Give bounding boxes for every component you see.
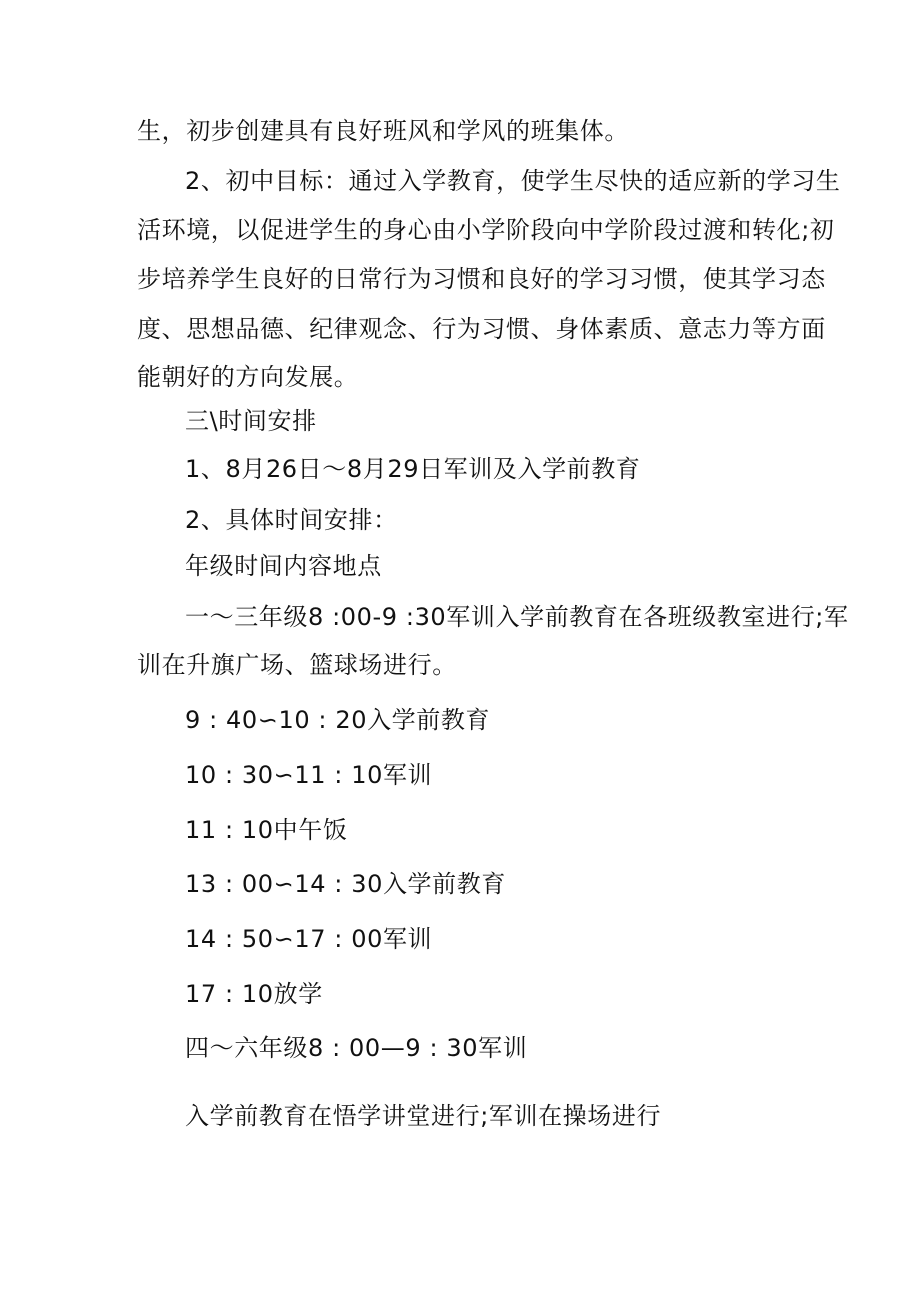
section-heading: 三\时间安排 [185,407,317,435]
schedule-line: 训在升旗广场、篮球场进行。 [137,651,457,679]
text-line: 2、初中目标：通过入学教育，使学生尽快的适应新的学习生 [185,167,841,195]
schedule-header: 年级时间内容地点 [185,552,382,580]
text-line: 步培养学生良好的日常行为习惯和良好的学习习惯，使其学习态 [137,265,826,293]
schedule-line: 11 : 10中午饭 [185,816,348,844]
schedule-line: 13 : 00∽14 : 30入学前教育 [185,870,506,898]
text-line: 度、思想品德、纪律观念、行为习惯、身体素质、意志力等方面 [137,315,826,343]
text-line: 1、8月26日～8月29日军训及入学前教育 [185,455,641,483]
text-line: 能朝好的方向发展。 [137,363,359,391]
text-line: 活环境，以促进学生的身心由小学阶段向中学阶段过渡和转化;初 [137,216,835,244]
schedule-line: 14 : 50∽17 : 00军训 [185,925,433,953]
text-line: 2、具体时间安排： [185,506,398,534]
text-line: 生，初步创建具有良好班风和学风的班集体。 [137,117,629,145]
schedule-line: 四～六年级8 : 00—9 : 30军训 [185,1034,528,1062]
schedule-line: 一～三年级8 :00-9 :30军训入学前教育在各班级教室进行;军 [185,603,849,631]
schedule-line: 入学前教育在悟学讲堂进行;军训在操场进行 [185,1102,662,1130]
schedule-line: 9 : 40∽10 : 20入学前教育 [185,706,491,734]
schedule-line: 17 : 10放学 [185,980,323,1008]
schedule-line: 10 : 30∽11 : 10军训 [185,761,433,789]
